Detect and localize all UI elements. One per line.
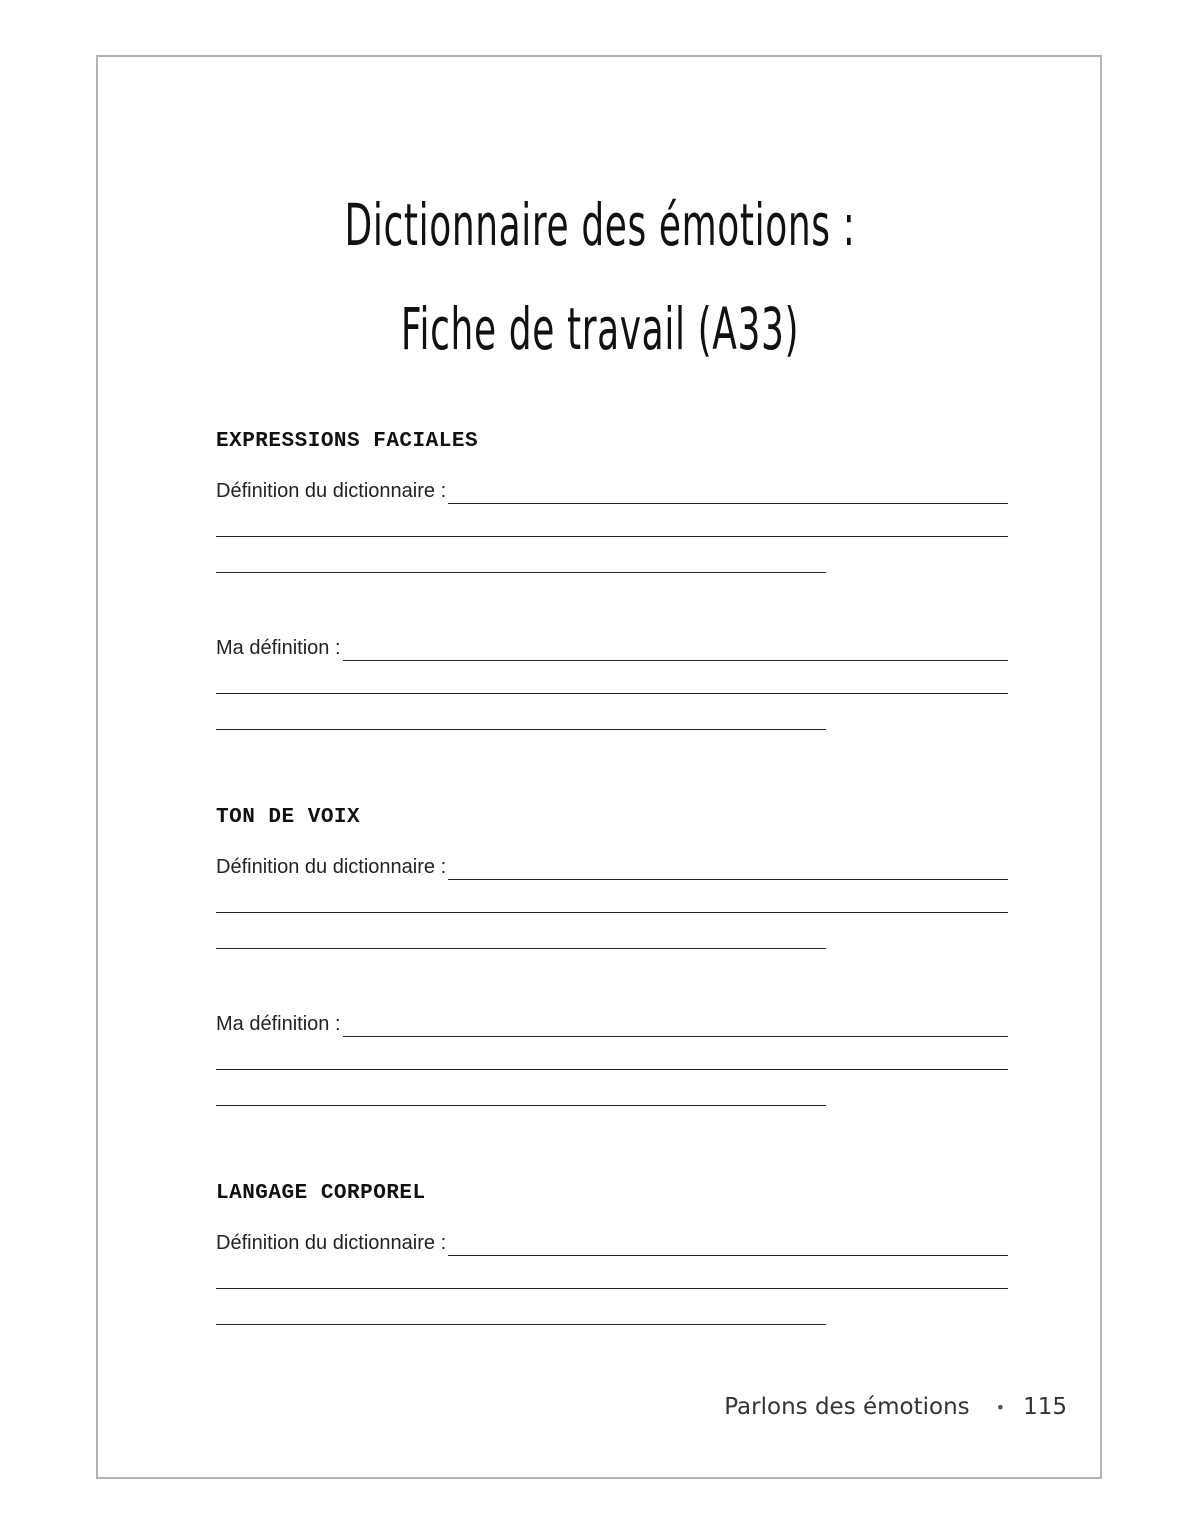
answer-line[interactable] bbox=[216, 912, 1008, 913]
bullet-separator: • bbox=[995, 1397, 1006, 1417]
answer-line[interactable] bbox=[216, 1069, 1008, 1070]
dictionary-definition-label: Définition du dictionnaire : bbox=[216, 1232, 447, 1254]
book-title: Parlons des émotions bbox=[724, 1394, 970, 1420]
section-heading: TON DE VOIX bbox=[216, 806, 361, 829]
answer-line[interactable] bbox=[216, 729, 826, 730]
answer-line[interactable] bbox=[448, 859, 1008, 880]
answer-line[interactable] bbox=[343, 1016, 1008, 1037]
answer-line[interactable] bbox=[448, 1235, 1008, 1256]
my-definition-label: Ma définition : bbox=[216, 1013, 341, 1035]
answer-line[interactable] bbox=[216, 948, 826, 949]
answer-line[interactable] bbox=[216, 536, 1008, 537]
answer-line[interactable] bbox=[216, 1288, 1008, 1289]
my-definition-field[interactable] bbox=[216, 1013, 1008, 1037]
dictionary-definition-field[interactable] bbox=[216, 480, 1008, 504]
page-number: 115 bbox=[1023, 1394, 1067, 1420]
answer-line[interactable] bbox=[216, 1324, 826, 1325]
answer-line[interactable] bbox=[216, 1105, 826, 1106]
page-frame bbox=[96, 55, 1102, 1479]
page-title-line-1: Dictionnaire des émotions : bbox=[344, 191, 856, 259]
dictionary-definition-label: Définition du dictionnaire : bbox=[216, 856, 447, 878]
answer-line[interactable] bbox=[216, 693, 1008, 694]
answer-line[interactable] bbox=[448, 483, 1008, 504]
answer-line[interactable] bbox=[216, 572, 826, 573]
page-title-line-2: Fiche de travail (A33) bbox=[400, 295, 800, 363]
section-heading: EXPRESSIONS FACIALES bbox=[216, 430, 479, 453]
my-definition-label: Ma définition : bbox=[216, 637, 341, 659]
section-heading: LANGAGE CORPOREL bbox=[216, 1182, 426, 1205]
answer-line[interactable] bbox=[343, 640, 1008, 661]
page-footer bbox=[724, 1394, 1067, 1420]
dictionary-definition-field[interactable] bbox=[216, 856, 1008, 880]
my-definition-field[interactable] bbox=[216, 637, 1008, 661]
dictionary-definition-field[interactable] bbox=[216, 1232, 1008, 1256]
dictionary-definition-label: Définition du dictionnaire : bbox=[216, 480, 447, 502]
